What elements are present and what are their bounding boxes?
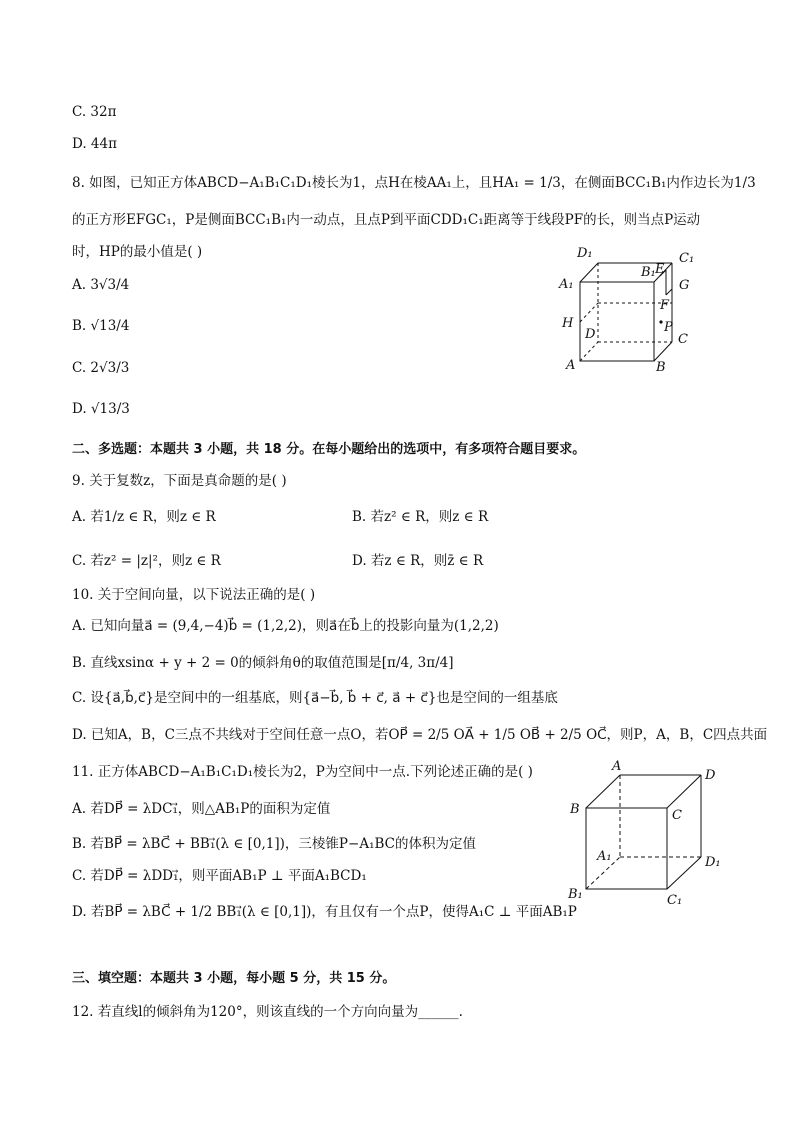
fig8-label-b: B — [656, 360, 666, 375]
q8-option-c: C. 2√3/3 — [72, 360, 130, 376]
q10-option-d: D. 已知A，B，C三点不共线对于空间任意一点O，若OP⃗ = 2/5 OA⃗ + 1/5 OB⃗ + 2/5 OC⃗，则P，A，B，C四点共面 — [72, 727, 768, 743]
fig8-label-d1: D₁ — [577, 246, 593, 261]
q8-option-d: D. √13/3 — [72, 401, 130, 417]
q8-option-a: A. 3√3/4 — [72, 277, 130, 293]
q9-option-a: A. 若1/z ∈ R，则z ∈ R — [72, 509, 216, 525]
fig8-label-a1: A₁ — [559, 277, 574, 292]
q10-option-c: C. 设{a⃗,b⃗,c⃗}是空间中的一组基底，则{a⃗−b⃗, b⃗ + c⃗, a⃗ + c⃗}也是空间的一组基底 — [72, 690, 558, 706]
fig8-label-g: G — [679, 278, 690, 293]
q10-option-a: A. 已知向量a⃗ = (9,4,−4)b⃗ = (1,2,2)，则a⃗在b⃗上的投影向量为(1,2,2) — [72, 618, 499, 634]
fig8-label-a: A — [566, 358, 576, 373]
q8-stem-line-3: 时，HP的最小值是( ) — [72, 244, 203, 260]
fig8-label-c: C — [678, 332, 688, 347]
fig11-label-c: C — [672, 808, 682, 823]
q8-stem-line-1: 8. 如图，已知正方体ABCD−A₁B₁C₁D₁棱长为1，点H在棱AA₁上，且HA₁ = 1/3，在侧面BCC₁B₁内作边长为1/3 — [72, 175, 756, 191]
fig8-label-e: E — [655, 262, 665, 277]
q9-option-c: C. 若z² = |z|²，则z ∈ R — [72, 553, 221, 569]
q8-option-b: B. √13/4 — [72, 318, 130, 334]
section-3-title: 三、填空题：本题共 3 小题，每小题 5 分，共 15 分。 — [72, 971, 396, 986]
fig8-label-c1: C₁ — [679, 251, 695, 266]
q12-stem: 12. 若直线l的倾斜角为120°，则该直线的一个方向向量为______. — [72, 1004, 463, 1020]
fig11-label-c1: C₁ — [667, 893, 683, 908]
q11-cube-figure — [562, 758, 732, 908]
fig8-label-d: D — [585, 327, 596, 342]
fig8-label-f: F — [660, 298, 670, 313]
fig11-label-d: D — [705, 768, 716, 783]
fig11-label-d1: D₁ — [705, 855, 721, 870]
q10-stem: 10. 关于空间向量，以下说法正确的是( ) — [72, 587, 316, 603]
q11-option-c: C. 若DP⃗ = λDD₁⃗，则平面AB₁P ⊥ 平面A₁BCD₁ — [72, 868, 367, 884]
q11-option-b: B. 若BP⃗ = λBC⃗ + BB₁⃗(λ ∈ [0,1])，三棱锥P−A₁BC的体积为定值 — [72, 836, 476, 852]
q10-option-b: B. 直线xsinα + y + 2 = 0的倾斜角θ的取值范围是[π/4, 3π/4] — [72, 655, 454, 671]
fig11-label-a: A — [612, 759, 622, 774]
q11-option-d: D. 若BP⃗ = λBC⃗ + 1/2 BB₁⃗(λ ∈ [0,1])，有且仅有一个点P，使得A₁C ⊥ 平面AB₁P — [72, 904, 577, 920]
fig8-label-p: P — [664, 320, 673, 335]
q9-option-b: B. 若z² ∈ R，则z ∈ R — [352, 509, 489, 525]
fig11-label-b: B — [570, 802, 580, 817]
q8-stem-line-2: 的正方形EFGC₁，P是侧面BCC₁B₁内一动点，且点P到平面CDD₁C₁距离等于线段PF的长，则当点P运动 — [72, 212, 701, 228]
q7-option-c: C. 32π — [72, 104, 117, 120]
fig11-label-a1: A₁ — [597, 849, 612, 864]
q9-stem: 9. 关于复数z，下面是真命题的是( ) — [72, 473, 287, 489]
fig11-label-b1: B₁ — [568, 887, 583, 902]
q7-option-d: D. 44π — [72, 136, 117, 152]
q8-cube-figure — [555, 245, 705, 375]
fig8-label-h: H — [562, 316, 574, 331]
fig8-label-b1: B₁ — [641, 265, 656, 280]
q9-option-d: D. 若z ∈ R，则z̄ ∈ R — [352, 553, 484, 569]
q11-option-a: A. 若DP⃗ = λDC₁⃗，则△AB₁P的面积为定值 — [72, 801, 331, 817]
q11-stem: 11. 正方体ABCD−A₁B₁C₁D₁棱长为2，P为空间中一点.下列论述正确的是( ) — [72, 764, 533, 780]
section-2-title: 二、多选题：本题共 3 小题，共 18 分。在每小题给出的选项中，有多项符合题目要求。 — [72, 442, 586, 457]
